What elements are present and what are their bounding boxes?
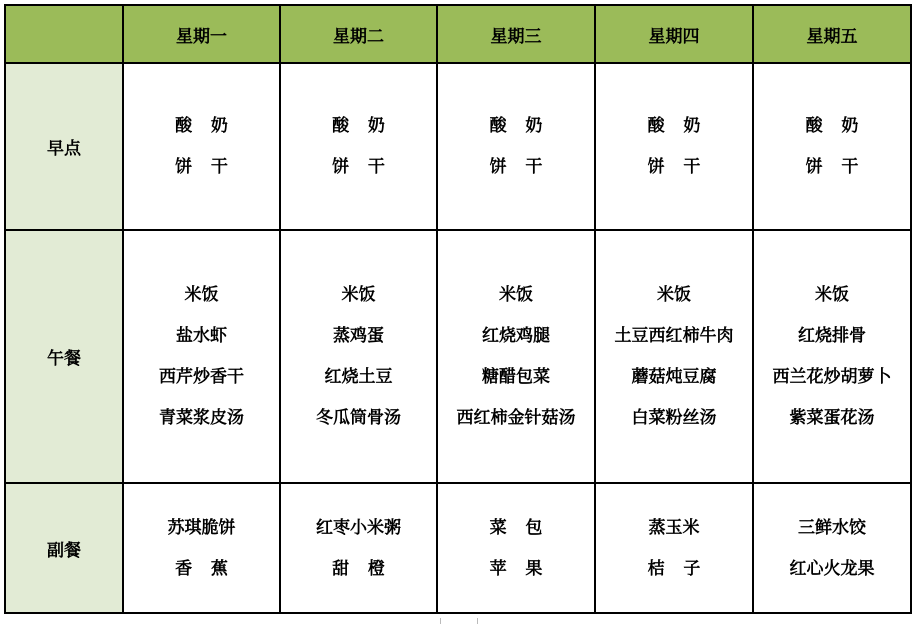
menu-item: 蒸鸡蛋 [333,326,384,346]
menu-item: 苏琪脆饼 [167,517,236,538]
menu-item: 紫菜蛋花汤 [789,408,875,428]
row-label-lunch: 午餐 [5,230,123,483]
menu-item: 红枣小米粥 [316,517,401,538]
day-header: 星期五 [753,5,911,63]
menu-item: 西芹炒香干 [159,367,244,387]
menu-item: 菜包 [489,517,562,538]
menu-item: 红烧鸡腿 [482,326,550,346]
menu-cell [595,63,753,230]
menu-item: 米饭 [184,285,219,305]
menu-cell [753,483,911,613]
menu-item: 酸奶 [647,116,720,136]
day-header: 星期三 [437,5,595,63]
menu-item: 蒸玉米 [648,517,700,538]
menu-item: 甜橙 [332,558,404,579]
breakfast-row [5,63,911,230]
menu-item: 冬瓜筒骨汤 [316,408,401,428]
menu-item: 盐水虾 [176,326,227,346]
menu-item: 酸奶 [332,116,404,136]
menu-item: 酸奶 [175,116,247,136]
side-row [5,483,911,613]
menu-item: 酸奶 [805,116,878,136]
menu-item: 蘑菇炖豆腐 [631,367,717,387]
menu-item: 米饭 [815,285,849,305]
menu-item: 桔子 [647,558,720,579]
menu-cell [437,63,595,230]
menu-item: 米饭 [657,285,691,305]
menu-item: 香蕉 [175,558,247,579]
menu-cell [595,483,753,613]
menu-item: 红烧土豆 [324,367,393,387]
row-label-side: 副餐 [5,483,123,613]
menu-item: 饼干 [805,157,878,177]
day-header: 星期四 [595,5,753,63]
menu-item: 西兰花炒胡萝卜 [772,367,892,387]
menu-cell [123,483,280,613]
menu-item: 青菜浆皮汤 [159,408,244,428]
menu-cell [280,230,437,483]
page-edge-mark [440,618,478,624]
menu-item: 苹果 [489,558,562,579]
menu-item: 米饭 [499,285,533,305]
weekly-menu-table [4,4,912,614]
menu-cell [753,230,911,483]
menu-item: 白菜粉丝汤 [631,408,717,428]
menu-item: 米饭 [341,285,376,305]
menu-item: 三鲜水饺 [798,517,866,538]
day-header: 星期二 [280,5,437,63]
menu-cell [123,63,280,230]
menu-cell [753,63,911,230]
menu-cell [280,483,437,613]
menu-item: 饼干 [489,157,562,177]
menu-item: 土豆西红柿牛肉 [614,326,734,346]
menu-item: 红烧排骨 [798,326,866,346]
menu-item: 饼干 [332,157,404,177]
row-label-breakfast: 早点 [5,63,123,230]
header-row [5,5,911,63]
menu-cell [437,230,595,483]
menu-item: 饼干 [175,157,247,177]
menu-cell [280,63,437,230]
menu-cell [595,230,753,483]
menu-item: 红心火龙果 [789,558,875,579]
menu-item: 糖醋包菜 [482,367,550,387]
menu-cell [123,230,280,483]
menu-item: 西红柿金针菇汤 [456,408,576,428]
day-header: 星期一 [123,5,280,63]
menu-item: 饼干 [647,157,720,177]
corner-cell [5,5,123,63]
lunch-row [5,230,911,483]
menu-cell [437,483,595,613]
menu-item: 酸奶 [489,116,562,136]
